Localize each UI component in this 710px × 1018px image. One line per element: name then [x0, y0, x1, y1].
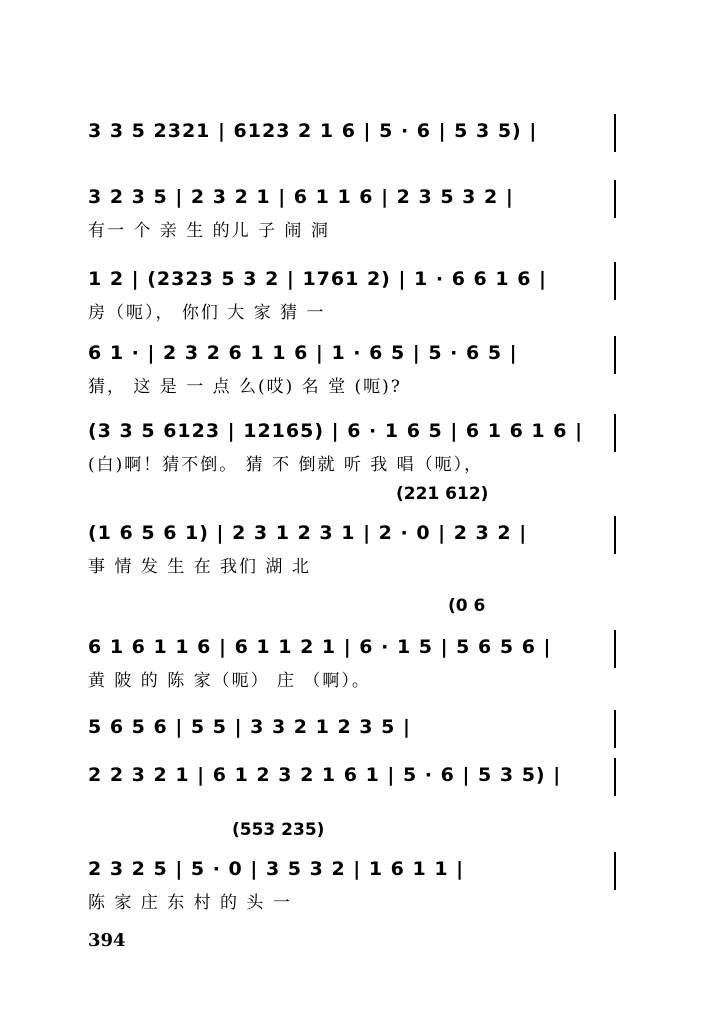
ornament-above: (0 6	[448, 596, 486, 616]
barline	[614, 758, 616, 796]
notation-line: 6 1 6 1 1 6 | 6 1 1 2 1 | 6 · 1 5 | 5 6 5 6 |	[88, 636, 552, 658]
barline	[614, 852, 616, 890]
score-row-8	[88, 716, 628, 746]
lyric-line: (白)啊！猜不倒。 猜 不 倒就 听 我 唱（呃），	[88, 455, 484, 475]
barline	[614, 180, 616, 218]
score-row-5	[88, 420, 628, 450]
score-row-10	[88, 858, 628, 888]
barline	[614, 414, 616, 452]
score-row-7	[88, 636, 628, 666]
lyric-line: 房（呃）， 你们 大 家 猜 一	[88, 303, 326, 323]
barline	[614, 336, 616, 374]
page-number: 394	[88, 930, 126, 951]
score-row-9	[88, 764, 628, 794]
notation-line: 2 3 2 5 | 5 · 0 | 3 5 3 2 | 1 6 1 1 |	[88, 858, 465, 880]
notation-line: 2 2 3 2 1 | 6 1 2 3 2 1 6 1 | 5 · 6 | 5 3 5) |	[88, 764, 562, 786]
notation-line: 1 2 | (2323 5 3 2 | 1761 2) | 1 · 6 6 1 6 |	[88, 268, 547, 290]
score-row-6	[88, 522, 628, 552]
ornament-above: (553 235)	[232, 820, 325, 840]
barline	[614, 710, 616, 748]
barline	[614, 262, 616, 300]
notation-line: 3 2 3 5 | 2 3 2 1 | 6 1 1 6 | 2 3 5 3 2 |	[88, 186, 514, 208]
barline	[614, 114, 616, 152]
notation-line: 3 3 5 2321 | 6123 2 1 6 | 5 · 6 | 5 3 5) |	[88, 120, 538, 142]
lyric-line: 事 情 发 生 在 我们 湖 北	[88, 557, 311, 577]
notation-line: 5 6 5 6 | 5 5 | 3 3 2 1 2 3 5 |	[88, 716, 411, 738]
lyric-line: 陈 家 庄 东 村 的 头 一	[88, 893, 292, 913]
ornament-above: (221 612)	[396, 484, 489, 504]
notation-line: (3 3 5 6123 | 12165) | 6 · 1 6 5 | 6 1 6 1 6 |	[88, 420, 584, 442]
score-row-1	[88, 120, 628, 150]
score-row-3	[88, 268, 628, 298]
lyric-line: 有一 个 亲 生 的儿 子 闹 洞	[88, 221, 330, 241]
notation-line: (1 6 5 6 1) | 2 3 1 2 3 1 | 2 · 0 | 2 3 2 |	[88, 522, 528, 544]
score-row-4	[88, 342, 628, 372]
barline	[614, 630, 616, 668]
barline	[614, 516, 616, 554]
lyric-line: 黄 陂 的 陈 家（呃） 庄 （啊）。	[88, 671, 371, 691]
lyric-line: 猜， 这 是 一 点 么(哎) 名 堂 (呃)?	[88, 377, 402, 397]
score-row-2	[88, 186, 628, 216]
notation-line: 6 1 · | 2 3 2 6 1 1 6 | 1 · 6 5 | 5 · 6 5 |	[88, 342, 518, 364]
